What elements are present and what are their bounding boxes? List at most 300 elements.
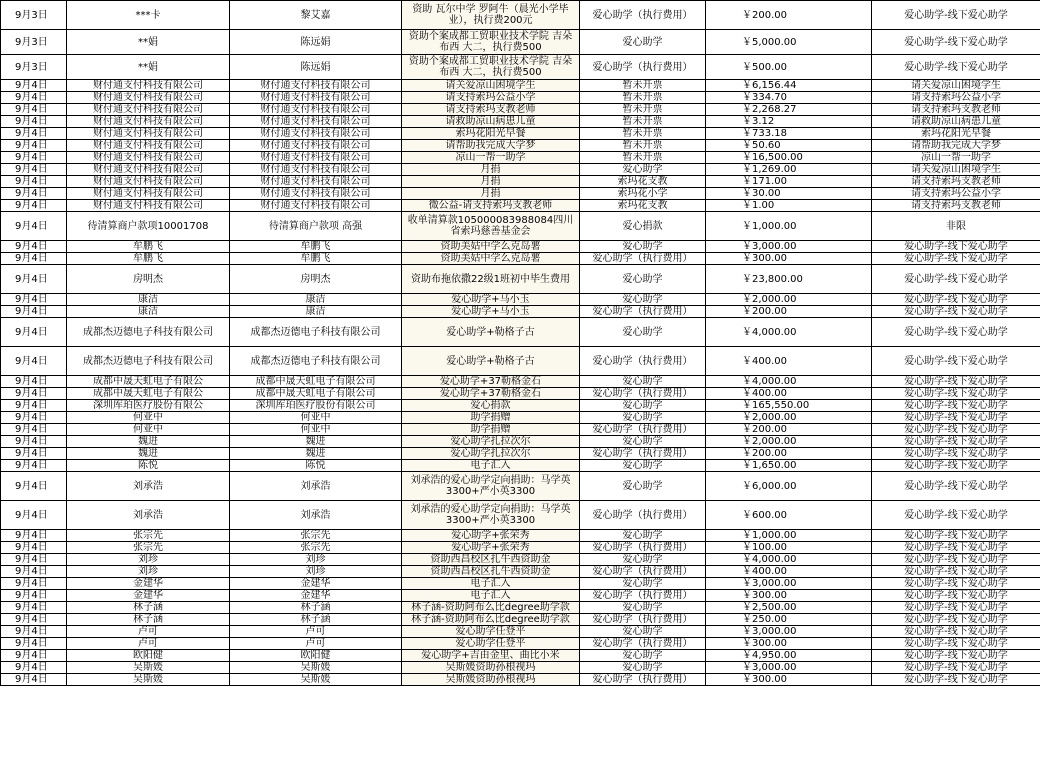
project-cell: 请支持索玛公益小学 bbox=[872, 92, 1040, 104]
payer-name-cell: 陈远娟 bbox=[230, 30, 402, 55]
table-row bbox=[1, 412, 1040, 424]
table-body bbox=[1, 1, 1040, 686]
type-cell: 爱心助学（执行费用） bbox=[580, 638, 706, 650]
payer-name-cell: 魏进 bbox=[230, 436, 402, 448]
project-cell: 爱心助学-线下爱心助学 bbox=[872, 55, 1040, 80]
table-row bbox=[1, 542, 1040, 554]
date-cell: 9月4日 bbox=[1, 116, 67, 128]
purpose-cell: 助学捐赠 bbox=[402, 412, 580, 424]
date-cell: 9月4日 bbox=[1, 265, 67, 294]
project-cell: 爱心助学-线下爱心助学 bbox=[872, 590, 1040, 602]
donor-cell: 财付通支付科技有限公司 bbox=[67, 92, 230, 104]
table-row bbox=[1, 176, 1040, 188]
payer-name-cell: 康洁 bbox=[230, 306, 402, 318]
date-cell: 9月4日 bbox=[1, 241, 67, 253]
amount-cell: ￥300.00 bbox=[706, 674, 872, 686]
purpose-cell: 爱心助学扎拉次尔 bbox=[402, 436, 580, 448]
type-cell: 爱心助学 bbox=[580, 294, 706, 306]
donor-cell: 成都中晟天虹电子有限公 bbox=[67, 376, 230, 388]
amount-cell: ￥4,000.00 bbox=[706, 554, 872, 566]
date-cell: 9月4日 bbox=[1, 294, 67, 306]
donor-cell: 欧阳健 bbox=[67, 650, 230, 662]
payer-name-cell: 黎艾嘉 bbox=[230, 1, 402, 30]
donor-cell: 魏进 bbox=[67, 448, 230, 460]
purpose-cell: 林子涵-资助阿布么比degree助学款 bbox=[402, 602, 580, 614]
purpose-cell: 请救助凉山病患儿童 bbox=[402, 116, 580, 128]
payer-name-cell: 财付通支付科技有限公司 bbox=[230, 200, 402, 212]
payer-name-cell: 财付通支付科技有限公司 bbox=[230, 176, 402, 188]
purpose-cell: 微公益-请支持索玛支教老师 bbox=[402, 200, 580, 212]
date-cell: 9月4日 bbox=[1, 472, 67, 501]
donor-cell: 财付通支付科技有限公司 bbox=[67, 104, 230, 116]
table-row bbox=[1, 530, 1040, 542]
donor-cell: ***卡 bbox=[67, 1, 230, 30]
amount-cell: ￥3,000.00 bbox=[706, 662, 872, 674]
payer-name-cell: 魏进 bbox=[230, 448, 402, 460]
project-cell: 爱心助学-线下爱心助学 bbox=[872, 424, 1040, 436]
table-row bbox=[1, 578, 1040, 590]
payer-name-cell: 金建华 bbox=[230, 578, 402, 590]
project-cell: 爱心助学-线下爱心助学 bbox=[872, 265, 1040, 294]
project-cell: 爱心助学-线下爱心助学 bbox=[872, 400, 1040, 412]
amount-cell: ￥400.00 bbox=[706, 566, 872, 578]
donor-cell: 康洁 bbox=[67, 306, 230, 318]
donor-cell: 财付通支付科技有限公司 bbox=[67, 80, 230, 92]
project-cell: 爱心助学-线下爱心助学 bbox=[872, 566, 1040, 578]
payer-name-cell: 刘珍 bbox=[230, 566, 402, 578]
purpose-cell: 电子汇入 bbox=[402, 590, 580, 602]
project-cell: 爱心助学-线下爱心助学 bbox=[872, 542, 1040, 554]
donor-cell: 财付通支付科技有限公司 bbox=[67, 140, 230, 152]
amount-cell: ￥171.00 bbox=[706, 176, 872, 188]
amount-cell: ￥100.00 bbox=[706, 542, 872, 554]
project-cell: 爱心助学-线下爱心助学 bbox=[872, 376, 1040, 388]
table-row bbox=[1, 436, 1040, 448]
purpose-cell: 爱心助学+勒格子古 bbox=[402, 347, 580, 376]
type-cell: 爱心助学（执行费用） bbox=[580, 424, 706, 436]
donor-cell: 吴斯媛 bbox=[67, 662, 230, 674]
payer-name-cell: 深圳库珀医疗股份有限公司 bbox=[230, 400, 402, 412]
type-cell: 暂未开票 bbox=[580, 80, 706, 92]
project-cell: 爱心助学-线下爱心助学 bbox=[872, 530, 1040, 542]
donor-cell: 张宗先 bbox=[67, 542, 230, 554]
date-cell: 9月4日 bbox=[1, 212, 67, 241]
date-cell: 9月4日 bbox=[1, 650, 67, 662]
donor-cell: **娟 bbox=[67, 55, 230, 80]
payer-name-cell: 何亚中 bbox=[230, 424, 402, 436]
date-cell: 9月4日 bbox=[1, 448, 67, 460]
type-cell: 索玛花支教 bbox=[580, 200, 706, 212]
project-cell: 索玛花阳光早餐 bbox=[872, 128, 1040, 140]
donor-cell: 深圳库珀医疗股份有限公 bbox=[67, 400, 230, 412]
amount-cell: ￥6,156.44 bbox=[706, 80, 872, 92]
amount-cell: ￥4,950.00 bbox=[706, 650, 872, 662]
amount-cell: ￥200.00 bbox=[706, 424, 872, 436]
payer-name-cell: 刘承浩 bbox=[230, 472, 402, 501]
donor-cell: 魏进 bbox=[67, 436, 230, 448]
table-row bbox=[1, 265, 1040, 294]
amount-cell: ￥2,000.00 bbox=[706, 412, 872, 424]
donor-cell: 陈悦 bbox=[67, 460, 230, 472]
type-cell: 爱心助学 bbox=[580, 472, 706, 501]
date-cell: 9月3日 bbox=[1, 1, 67, 30]
purpose-cell: 助学捐赠 bbox=[402, 424, 580, 436]
table-row bbox=[1, 241, 1040, 253]
amount-cell: ￥1,269.00 bbox=[706, 164, 872, 176]
payer-name-cell: 牟鹏飞 bbox=[230, 241, 402, 253]
amount-cell: ￥500.00 bbox=[706, 55, 872, 80]
date-cell: 9月4日 bbox=[1, 554, 67, 566]
amount-cell: ￥2,000.00 bbox=[706, 436, 872, 448]
amount-cell: ￥400.00 bbox=[706, 347, 872, 376]
table-row bbox=[1, 638, 1040, 650]
type-cell: 爱心助学（执行费用） bbox=[580, 448, 706, 460]
donor-cell: 何亚中 bbox=[67, 424, 230, 436]
payer-name-cell: 何亚中 bbox=[230, 412, 402, 424]
payer-name-cell: 房明杰 bbox=[230, 265, 402, 294]
amount-cell: ￥4,000.00 bbox=[706, 318, 872, 347]
payer-name-cell: 卢可 bbox=[230, 638, 402, 650]
type-cell: 爱心助学 bbox=[580, 400, 706, 412]
table-row bbox=[1, 80, 1040, 92]
payer-name-cell: 康洁 bbox=[230, 294, 402, 306]
date-cell: 9月4日 bbox=[1, 92, 67, 104]
project-cell: 爱心助学-线下爱心助学 bbox=[872, 472, 1040, 501]
payer-name-cell: 财付通支付科技有限公司 bbox=[230, 152, 402, 164]
date-cell: 9月4日 bbox=[1, 412, 67, 424]
type-cell: 爱心助学（执行费用） bbox=[580, 306, 706, 318]
date-cell: 9月3日 bbox=[1, 30, 67, 55]
type-cell: 爱心助学 bbox=[580, 554, 706, 566]
amount-cell: ￥165,550.00 bbox=[706, 400, 872, 412]
purpose-cell: 刘承浩的爱心助学定向捐助：马学英3300+严小英3300 bbox=[402, 501, 580, 530]
project-cell: 爱心助学-线下爱心助学 bbox=[872, 662, 1040, 674]
donor-cell: 牟鹏飞 bbox=[67, 253, 230, 265]
donor-cell: 刘珍 bbox=[67, 554, 230, 566]
table-row bbox=[1, 294, 1040, 306]
table-row bbox=[1, 164, 1040, 176]
table-row bbox=[1, 188, 1040, 200]
type-cell: 暂未开票 bbox=[580, 140, 706, 152]
date-cell: 9月4日 bbox=[1, 200, 67, 212]
amount-cell: ￥1.00 bbox=[706, 200, 872, 212]
payer-name-cell: 财付通支付科技有限公司 bbox=[230, 80, 402, 92]
project-cell: 请救助凉山病患儿童 bbox=[872, 116, 1040, 128]
amount-cell: ￥2,000.00 bbox=[706, 294, 872, 306]
payer-name-cell: 财付通支付科技有限公司 bbox=[230, 104, 402, 116]
date-cell: 9月4日 bbox=[1, 164, 67, 176]
payer-name-cell: 刘珍 bbox=[230, 554, 402, 566]
donor-cell: 财付通支付科技有限公司 bbox=[67, 188, 230, 200]
date-cell: 9月4日 bbox=[1, 614, 67, 626]
amount-cell: ￥16,500.00 bbox=[706, 152, 872, 164]
table-row bbox=[1, 674, 1040, 686]
amount-cell: ￥3,000.00 bbox=[706, 578, 872, 590]
type-cell: 暂未开票 bbox=[580, 104, 706, 116]
purpose-cell: 爱心助学任登平 bbox=[402, 626, 580, 638]
table-row bbox=[1, 602, 1040, 614]
amount-cell: ￥200.00 bbox=[706, 1, 872, 30]
payer-name-cell: 财付通支付科技有限公司 bbox=[230, 116, 402, 128]
payer-name-cell: 吴斯媛 bbox=[230, 674, 402, 686]
donor-cell: 财付通支付科技有限公司 bbox=[67, 116, 230, 128]
table-row bbox=[1, 650, 1040, 662]
donor-cell: 刘承浩 bbox=[67, 501, 230, 530]
payer-name-cell: 吴斯媛 bbox=[230, 662, 402, 674]
date-cell: 9月4日 bbox=[1, 188, 67, 200]
donor-cell: 吴斯媛 bbox=[67, 674, 230, 686]
table-row bbox=[1, 590, 1040, 602]
date-cell: 9月4日 bbox=[1, 253, 67, 265]
payer-name-cell: 陈悦 bbox=[230, 460, 402, 472]
donor-cell: 林子涵 bbox=[67, 614, 230, 626]
date-cell: 9月4日 bbox=[1, 590, 67, 602]
project-cell: 非限 bbox=[872, 212, 1040, 241]
purpose-cell: 吴斯媛资助孙根视玛 bbox=[402, 662, 580, 674]
type-cell: 爱心助学 bbox=[580, 241, 706, 253]
project-cell: 爱心助学-线下爱心助学 bbox=[872, 554, 1040, 566]
project-cell: 请关爱凉山困境学生 bbox=[872, 80, 1040, 92]
amount-cell: ￥200.00 bbox=[706, 448, 872, 460]
type-cell: 爱心助学 bbox=[580, 265, 706, 294]
type-cell: 索玛花支教 bbox=[580, 176, 706, 188]
project-cell: 爱心助学-线下爱心助学 bbox=[872, 460, 1040, 472]
type-cell: 爱心助学 bbox=[580, 650, 706, 662]
project-cell: 请关爱凉山困境学生 bbox=[872, 164, 1040, 176]
project-cell: 爱心助学-线下爱心助学 bbox=[872, 388, 1040, 400]
purpose-cell: 爱心助学扎拉次尔 bbox=[402, 448, 580, 460]
project-cell: 爱心助学-线下爱心助学 bbox=[872, 347, 1040, 376]
payer-name-cell: 张宗先 bbox=[230, 530, 402, 542]
project-cell: 爱心助学-线下爱心助学 bbox=[872, 306, 1040, 318]
project-cell: 爱心助学-线下爱心助学 bbox=[872, 294, 1040, 306]
amount-cell: ￥300.00 bbox=[706, 253, 872, 265]
purpose-cell: 请关爱凉山困境学生 bbox=[402, 80, 580, 92]
donor-cell: 成都杰迈德电子科技有限公司 bbox=[67, 318, 230, 347]
purpose-cell: 电子汇入 bbox=[402, 578, 580, 590]
amount-cell: ￥300.00 bbox=[706, 638, 872, 650]
date-cell: 9月4日 bbox=[1, 347, 67, 376]
date-cell: 9月4日 bbox=[1, 128, 67, 140]
purpose-cell: 资助 瓦尔中学 罗阿牛（晨光小学毕业），执行费200元 bbox=[402, 1, 580, 30]
type-cell: 爱心助学（执行费用） bbox=[580, 501, 706, 530]
purpose-cell: 爱心助学+马小玉 bbox=[402, 306, 580, 318]
date-cell: 9月4日 bbox=[1, 376, 67, 388]
table-row bbox=[1, 376, 1040, 388]
type-cell: 爱心助学（执行费用） bbox=[580, 1, 706, 30]
project-cell: 凉山一帮一助学 bbox=[872, 152, 1040, 164]
date-cell: 9月4日 bbox=[1, 80, 67, 92]
purpose-cell: 索玛花阳光早餐 bbox=[402, 128, 580, 140]
purpose-cell: 爱心助学+张荣秀 bbox=[402, 542, 580, 554]
date-cell: 9月4日 bbox=[1, 542, 67, 554]
project-cell: 爱心助学-线下爱心助学 bbox=[872, 602, 1040, 614]
project-cell: 请帮助我完成大学梦 bbox=[872, 140, 1040, 152]
table-row bbox=[1, 662, 1040, 674]
payer-name-cell: 刘承浩 bbox=[230, 501, 402, 530]
amount-cell: ￥400.00 bbox=[706, 388, 872, 400]
purpose-cell: 资助美姑中学么克岛薯 bbox=[402, 241, 580, 253]
project-cell: 请支持索玛支教老师 bbox=[872, 176, 1040, 188]
date-cell: 9月4日 bbox=[1, 530, 67, 542]
purpose-cell: 资助个案成都工贸职业技术学院 吉朵布西 大二，执行费500 bbox=[402, 30, 580, 55]
type-cell: 爱心助学（执行费用） bbox=[580, 590, 706, 602]
type-cell: 暂未开票 bbox=[580, 128, 706, 140]
donor-cell: 财付通支付科技有限公司 bbox=[67, 164, 230, 176]
date-cell: 9月4日 bbox=[1, 400, 67, 412]
purpose-cell: 爱心助学+勒格子古 bbox=[402, 318, 580, 347]
amount-cell: ￥1,650.00 bbox=[706, 460, 872, 472]
table-row bbox=[1, 448, 1040, 460]
donor-cell: 成都杰迈德电子科技有限公司 bbox=[67, 347, 230, 376]
purpose-cell: 爱心捐款 bbox=[402, 400, 580, 412]
date-cell: 9月4日 bbox=[1, 626, 67, 638]
purpose-cell: 请支持索玛支教老师 bbox=[402, 104, 580, 116]
donor-cell: 成都中晟天虹电子有限公 bbox=[67, 388, 230, 400]
project-cell: 爱心助学-线下爱心助学 bbox=[872, 638, 1040, 650]
type-cell: 爱心捐款 bbox=[580, 212, 706, 241]
donor-cell: 张宗先 bbox=[67, 530, 230, 542]
project-cell: 爱心助学-线下爱心助学 bbox=[872, 318, 1040, 347]
amount-cell: ￥3,000.00 bbox=[706, 626, 872, 638]
table-row bbox=[1, 424, 1040, 436]
project-cell: 爱心助学-线下爱心助学 bbox=[872, 1, 1040, 30]
amount-cell: ￥50.60 bbox=[706, 140, 872, 152]
type-cell: 索玛花小学 bbox=[580, 188, 706, 200]
payer-name-cell: 待清算商户款项 高强 bbox=[230, 212, 402, 241]
type-cell: 爱心助学（执行费用） bbox=[580, 347, 706, 376]
date-cell: 9月4日 bbox=[1, 388, 67, 400]
purpose-cell: 刘承浩的爱心助学定向捐助：马学英3300+严小英3300 bbox=[402, 472, 580, 501]
amount-cell: ￥3,000.00 bbox=[706, 241, 872, 253]
type-cell: 爱心助学 bbox=[580, 376, 706, 388]
project-cell: 爱心助学-线下爱心助学 bbox=[872, 626, 1040, 638]
payer-name-cell: 陈远娟 bbox=[230, 55, 402, 80]
amount-cell: ￥6,000.00 bbox=[706, 472, 872, 501]
type-cell: 爱心助学 bbox=[580, 318, 706, 347]
date-cell: 9月4日 bbox=[1, 424, 67, 436]
payer-name-cell: 成都杰迈德电子科技有限公司 bbox=[230, 318, 402, 347]
type-cell: 暂未开票 bbox=[580, 116, 706, 128]
purpose-cell: 资助西昌校区扎牛西资助金 bbox=[402, 566, 580, 578]
amount-cell: ￥2,268.27 bbox=[706, 104, 872, 116]
project-cell: 爱心助学-线下爱心助学 bbox=[872, 241, 1040, 253]
table-row bbox=[1, 460, 1040, 472]
donor-cell: 卢可 bbox=[67, 626, 230, 638]
amount-cell: ￥1,000.00 bbox=[706, 212, 872, 241]
type-cell: 暂未开票 bbox=[580, 152, 706, 164]
purpose-cell: 请支持索玛公益小学 bbox=[402, 92, 580, 104]
amount-cell: ￥334.70 bbox=[706, 92, 872, 104]
date-cell: 9月4日 bbox=[1, 460, 67, 472]
date-cell: 9月4日 bbox=[1, 638, 67, 650]
date-cell: 9月4日 bbox=[1, 140, 67, 152]
table-row bbox=[1, 152, 1040, 164]
payer-name-cell: 财付通支付科技有限公司 bbox=[230, 140, 402, 152]
type-cell: 爱心助学（执行费用） bbox=[580, 388, 706, 400]
type-cell: 爱心助学（执行费用） bbox=[580, 614, 706, 626]
purpose-cell: 月捐 bbox=[402, 164, 580, 176]
amount-cell: ￥300.00 bbox=[706, 590, 872, 602]
amount-cell: ￥733.18 bbox=[706, 128, 872, 140]
type-cell: 爱心助学 bbox=[580, 602, 706, 614]
table-row bbox=[1, 388, 1040, 400]
table-row bbox=[1, 614, 1040, 626]
amount-cell: ￥23,800.00 bbox=[706, 265, 872, 294]
type-cell: 爱心助学 bbox=[580, 164, 706, 176]
project-cell: 请支持索玛支教老师 bbox=[872, 104, 1040, 116]
table-row bbox=[1, 212, 1040, 241]
donor-cell: 房明杰 bbox=[67, 265, 230, 294]
table-row bbox=[1, 318, 1040, 347]
table-row bbox=[1, 92, 1040, 104]
table-row bbox=[1, 1, 1040, 30]
project-cell: 爱心助学-线下爱心助学 bbox=[872, 674, 1040, 686]
date-cell: 9月4日 bbox=[1, 318, 67, 347]
type-cell: 爱心助学（执行费用） bbox=[580, 253, 706, 265]
type-cell: 爱心助学（执行费用） bbox=[580, 566, 706, 578]
project-cell: 爱心助学-线下爱心助学 bbox=[872, 436, 1040, 448]
purpose-cell: 收单清算款105000083988084四川省索玛慈善基金会 bbox=[402, 212, 580, 241]
type-cell: 爱心助学 bbox=[580, 530, 706, 542]
amount-cell: ￥4,000.00 bbox=[706, 376, 872, 388]
purpose-cell: 爱心助学+37勒格金石 bbox=[402, 376, 580, 388]
date-cell: 9月4日 bbox=[1, 501, 67, 530]
donor-cell: 财付通支付科技有限公司 bbox=[67, 152, 230, 164]
payer-name-cell: 成都中晟天虹电子有限公司 bbox=[230, 376, 402, 388]
table-row bbox=[1, 400, 1040, 412]
date-cell: 9月4日 bbox=[1, 104, 67, 116]
donor-cell: 何亚中 bbox=[67, 412, 230, 424]
purpose-cell: 吴斯媛资助孙根视玛 bbox=[402, 674, 580, 686]
table-row bbox=[1, 140, 1040, 152]
table-row bbox=[1, 104, 1040, 116]
table-row bbox=[1, 306, 1040, 318]
date-cell: 9月4日 bbox=[1, 674, 67, 686]
type-cell: 爱心助学 bbox=[580, 626, 706, 638]
date-cell: 9月4日 bbox=[1, 306, 67, 318]
project-cell: 爱心助学-线下爱心助学 bbox=[872, 412, 1040, 424]
date-cell: 9月4日 bbox=[1, 436, 67, 448]
type-cell: 爱心助学（执行费用） bbox=[580, 674, 706, 686]
purpose-cell: 月捐 bbox=[402, 176, 580, 188]
payer-name-cell: 成都杰迈德电子科技有限公司 bbox=[230, 347, 402, 376]
donor-cell: 康洁 bbox=[67, 294, 230, 306]
purpose-cell: 爱心助学+吉由金里、曲比小米 bbox=[402, 650, 580, 662]
payer-name-cell: 林子涵 bbox=[230, 602, 402, 614]
donor-cell: **娟 bbox=[67, 30, 230, 55]
donor-cell: 财付通支付科技有限公司 bbox=[67, 200, 230, 212]
payer-name-cell: 财付通支付科技有限公司 bbox=[230, 92, 402, 104]
table-row bbox=[1, 566, 1040, 578]
amount-cell: ￥2,500.00 bbox=[706, 602, 872, 614]
table-row bbox=[1, 554, 1040, 566]
amount-cell: ￥1,000.00 bbox=[706, 530, 872, 542]
donor-cell: 财付通支付科技有限公司 bbox=[67, 128, 230, 140]
amount-cell: ￥200.00 bbox=[706, 306, 872, 318]
donor-cell: 牟鹏飞 bbox=[67, 241, 230, 253]
purpose-cell: 爱心助学+张荣秀 bbox=[402, 530, 580, 542]
purpose-cell: 爱心助学任登平 bbox=[402, 638, 580, 650]
table-row bbox=[1, 472, 1040, 501]
date-cell: 9月4日 bbox=[1, 566, 67, 578]
donor-cell: 金建华 bbox=[67, 578, 230, 590]
purpose-cell: 林子涵-资助阿布么比degree助学款 bbox=[402, 614, 580, 626]
purpose-cell: 资助美姑中学么克岛薯 bbox=[402, 253, 580, 265]
type-cell: 爱心助学 bbox=[580, 412, 706, 424]
project-cell: 爱心助学-线下爱心助学 bbox=[872, 650, 1040, 662]
table-row bbox=[1, 501, 1040, 530]
